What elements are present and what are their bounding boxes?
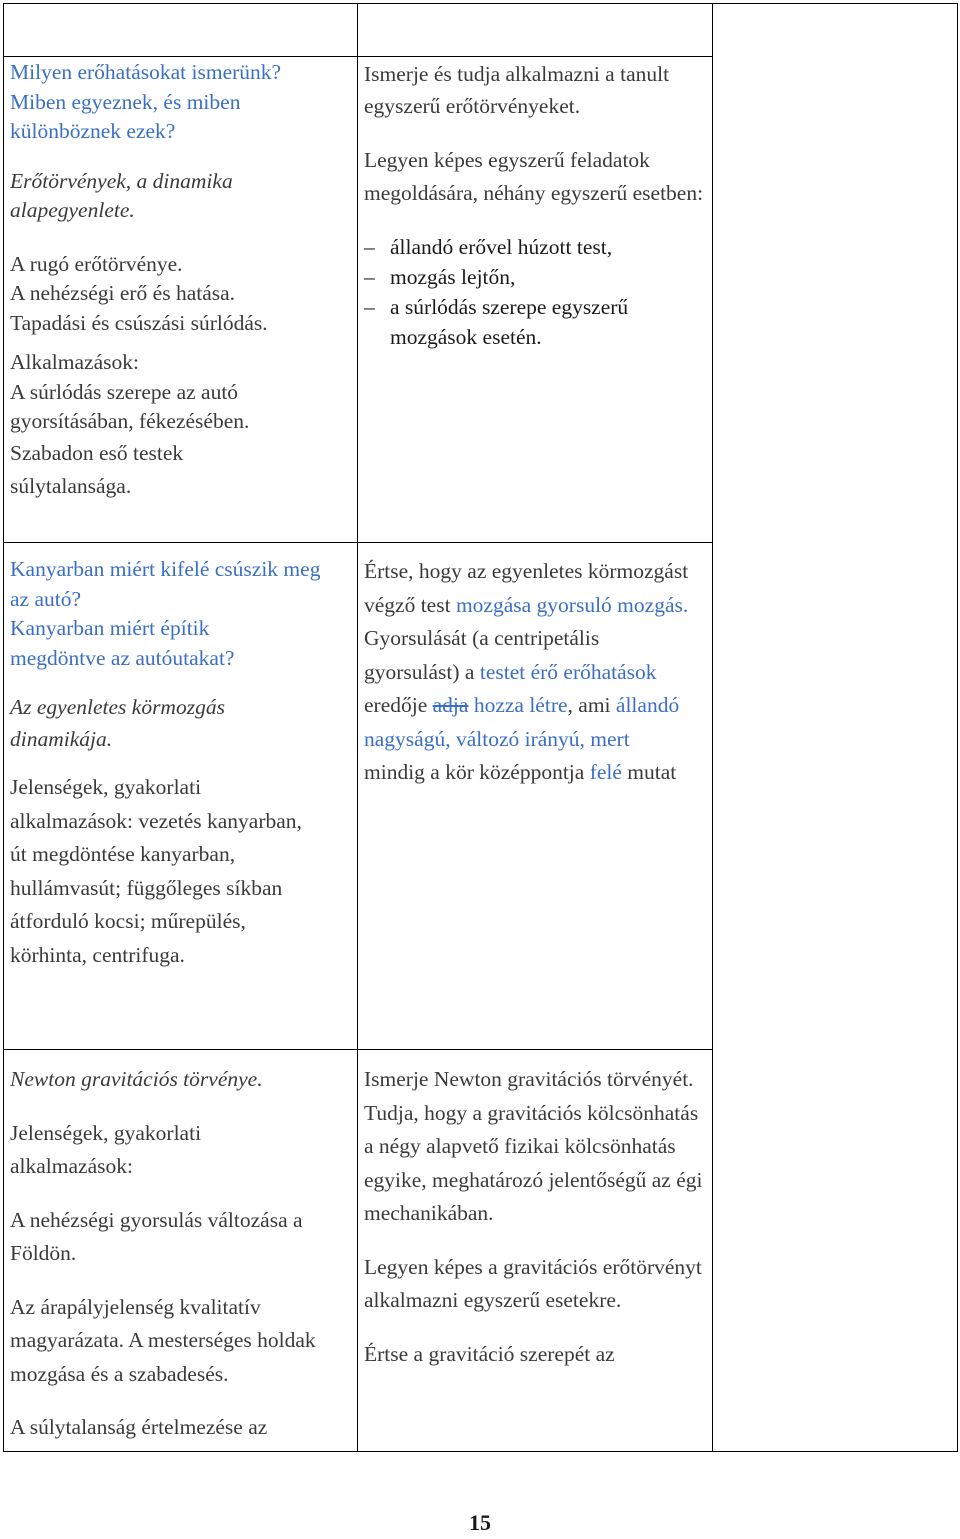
row2-text-2: mozgása gyorsuló mozgás. bbox=[455, 592, 689, 617]
column-divider-1 bbox=[357, 3, 358, 1452]
row3-objective-1: Ismerje Newton gravitációs törvényét. Tudja, hogy a gravitációs kölcsönhatás a négy alapvető fizikai kölcsönhatás egyike, meghatározó jelentőségű az égi mechanikában. bbox=[364, 1067, 703, 1225]
dash-icon: – bbox=[364, 265, 375, 289]
row2-objective bbox=[364, 555, 694, 790]
row3-phenomena: Jelenségek, gyakorlati alkalmazások: bbox=[10, 1120, 202, 1178]
row-divider-1 bbox=[3, 542, 713, 543]
row3-objective-2: Legyen képes a gravitációs erőtörvényt alkalmazni egyszerű esetekre. bbox=[364, 1254, 702, 1312]
row2-text-3: Gyorsulását (a centripetális gyorsulást) a bbox=[364, 626, 600, 684]
row2-phenomena: Jelenségek, gyakorlati alkalmazások: vezetés kanyarban, út megdöntése kanyarban, hullámvasút; függőleges síkban átforduló kocsi; műrepülés, körhinta, centrifuga. bbox=[10, 775, 302, 967]
row2-left-cell bbox=[10, 555, 350, 972]
table-border-bottom bbox=[3, 1451, 957, 1452]
list-item bbox=[364, 292, 690, 352]
header-row-divider bbox=[3, 56, 713, 57]
list-item bbox=[364, 232, 704, 262]
list-item bbox=[364, 262, 704, 292]
row2-topic: Az egyenletes körmozgás dinamikája. bbox=[10, 695, 225, 751]
page-number: 15 bbox=[469, 1510, 491, 1535]
row2-text-11: mindig a kör középpontja bbox=[364, 760, 590, 784]
row2-right-cell bbox=[364, 555, 704, 790]
row2-text-12: felé bbox=[589, 760, 622, 784]
table-border-top bbox=[3, 3, 957, 4]
list-item-text: mozgás lejtőn, bbox=[390, 265, 516, 289]
dash-icon: – bbox=[364, 235, 375, 259]
list-item-text: állandó erővel húzott test, bbox=[390, 235, 613, 259]
row3-para-3: A súlytalanság értelmezése az bbox=[10, 1415, 268, 1439]
row1-item-2: A nehézségi erő és hatása. bbox=[10, 281, 236, 305]
dash-icon: – bbox=[364, 295, 375, 319]
row2-text-struck: adja bbox=[432, 693, 469, 717]
row1-objective-1: Ismerje és tudja alkalmazni a tanult egyszerű erőtörvényeket. bbox=[364, 62, 670, 118]
row1-left-cell bbox=[10, 58, 350, 503]
row1-app-2: Szabadon eső testek súlytalansága. bbox=[10, 440, 184, 498]
row1-right-cell bbox=[364, 58, 704, 352]
table-border-right bbox=[957, 3, 958, 1452]
row1-items bbox=[10, 250, 350, 339]
row-divider-2 bbox=[3, 1049, 713, 1050]
list-item-text: a súrlódás szerepe egyszerű mozgások esetén. bbox=[390, 295, 629, 349]
row1-topic: Erőtörvények, a dinamika alapegyenlete. bbox=[10, 168, 233, 222]
row3-para-2: Az árapályjelenség kvalitatív magyarázata. A mesterséges holdak mozgása és a szabadesés. bbox=[10, 1294, 316, 1386]
row2-text-13: mutat bbox=[621, 760, 677, 784]
row1-apps-title: Alkalmazások: bbox=[10, 350, 139, 374]
row3-topic: Newton gravitációs törvénye. bbox=[10, 1067, 263, 1091]
row2-text-1: Értse, hogy az egyenletes körmozgást végző test bbox=[364, 559, 689, 617]
row3-left-cell bbox=[10, 1063, 350, 1445]
row3-objective-3: Értse a gravitáció szerepét az bbox=[364, 1341, 615, 1366]
column-divider-2 bbox=[712, 3, 713, 1452]
row1-objective-list bbox=[364, 232, 704, 352]
row3-right-cell bbox=[364, 1063, 709, 1371]
table-border-left bbox=[3, 3, 4, 1452]
row2-text-8: hozza létre bbox=[473, 693, 568, 717]
row3-para-1: A nehézségi gyorsulás változása a Földön. bbox=[10, 1207, 303, 1265]
row1-item-1: A rugó erőtörvénye. bbox=[10, 251, 183, 276]
row2-question-2: Kanyarban miért építik megdöntve az autóutakat? bbox=[10, 616, 235, 670]
row1-objective-2: Legyen képes egyszerű feladatok megoldására, néhány egyszerű esetben: bbox=[364, 148, 704, 205]
row1-item-3: Tapadási és csúszási súrlódás. bbox=[10, 310, 268, 335]
row2-text-10: állandó nagyságú, változó irányú, mert bbox=[364, 693, 680, 751]
row1-question: Milyen erőhatásokat ismerünk? Miben egyeznek, és miben különböznek ezek? bbox=[10, 60, 282, 143]
row1-app-1: A súrlódás szerepe az autó gyorsításában, fékezésében. bbox=[10, 379, 250, 433]
row2-question-1: Kanyarban miért kifelé csúszik meg az autó? bbox=[10, 557, 321, 611]
row2-text-9: , ami bbox=[567, 693, 616, 717]
row2-text-5: eredője bbox=[364, 693, 433, 717]
row2-text-4: testet érő erőhatások bbox=[479, 659, 657, 684]
